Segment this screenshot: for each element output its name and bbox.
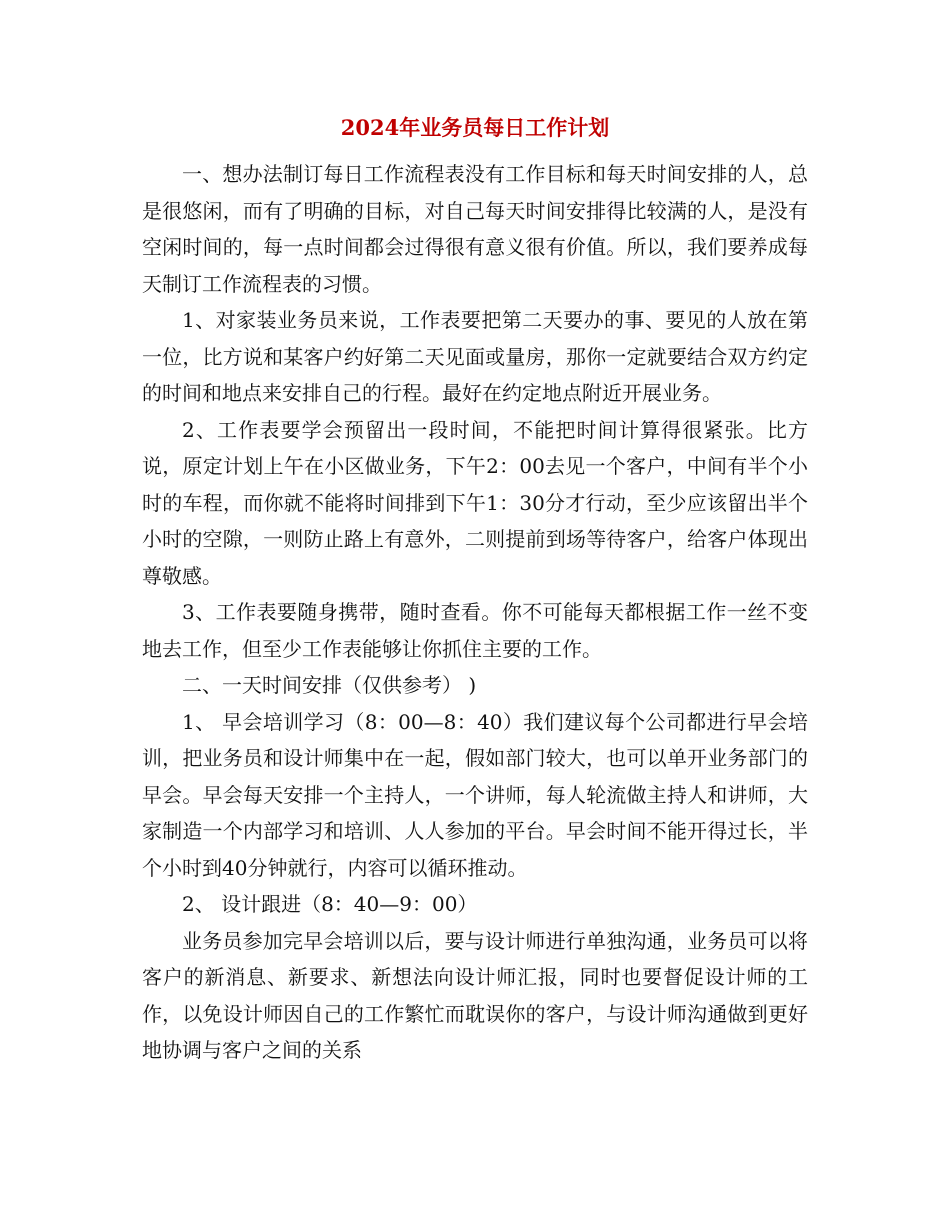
document-body (142, 156, 808, 1069)
paragraph-8: 业务员参加完早会培训以后，要与设计师进行单独沟通，业务员可以将客户的新消息、新要求、新想法向设计师汇报，同时也要督促设计师的工作，以免设计师因自己的工作繁忙而耽误你的客户，与设计师沟通做到更好地协调与客户之间的关系 (142, 928, 808, 1062)
paragraph-1: 一、想办法制订每日工作流程表没有工作目标和每天时间安排的人，总是很悠闲，而有了明确的目标，对自己每天时间安排得比较满的人，是没有空闲时间的，每一点时间都会过得很有意义很有价值。所以，我们要养成每天制订工作流程表的习惯。 (142, 162, 808, 296)
paragraph-6: 1、 早会培训学习（8：00—8：40）我们建议每个公司都进行早会培训，把业务员和设计师集中在一起，假如部门较大，也可以单开业务部门的早会。早会每天安排一个主持人，一个讲师，每人轮流做主持人和讲师，大家制造一个内部学习和培训、人人参加的平台。早会时间不能开得过长，半个小时到40分钟就行，内容可以循环推动。 (142, 709, 808, 880)
paragraph-3: 2、工作表要学会预留出一段时间，不能把时间计算得很紧张。比方说，原定计划上午在小区做业务，下午2：00去见一个客户，中间有半个小时的车程，而你就不能将时间排到下午1：30分才行动，至少应该留出半个小时的空隙，一则防止路上有意外，二则提前到场等待客户，给客户体现出尊敬感。 (142, 417, 808, 588)
paragraph-2: 1、对家装业务员来说，工作表要把第二天要办的事、要见的人放在第一位，比方说和某客户约好第二天见面或量房，那你一定就要结合双方约定的时间和地点来安排自己的行程。最好在约定地点附近开展业务。 (142, 308, 808, 405)
paragraph-7: 2、 设计跟进（8：40—9：00） (182, 892, 478, 916)
document-title: 2024年业务员每日工作计划 (340, 115, 610, 140)
paragraph-5: 二、一天时间安排（仅供参考） ) (182, 673, 477, 697)
paragraph-4: 3、工作表要随身携带，随时查看。你不可能每天都根据工作一丝不变地去工作，但至少工作表能够让你抓住主要的工作。 (142, 600, 808, 661)
